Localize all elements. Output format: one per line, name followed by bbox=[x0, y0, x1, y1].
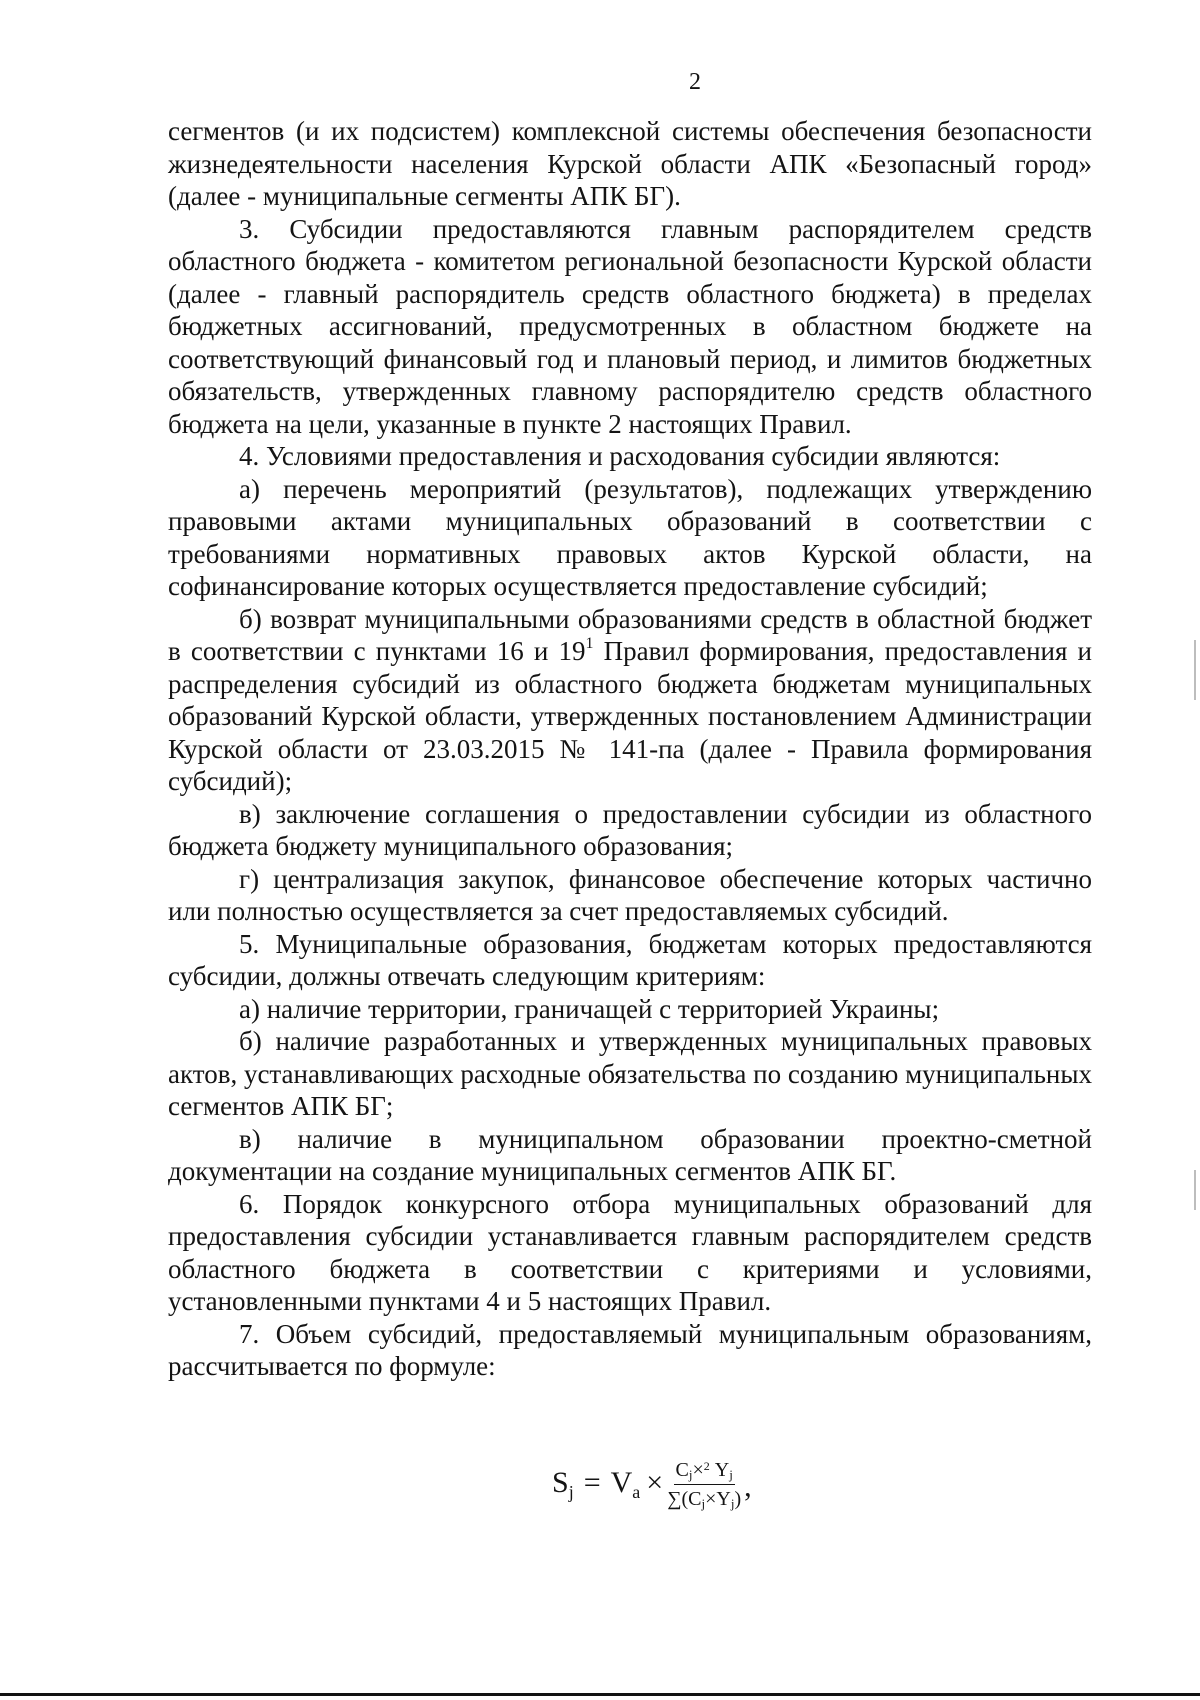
paragraph-item-5a: а) наличие территории, граничащей с территорией Украины; bbox=[239, 993, 940, 1024]
formula-denominator bbox=[667, 1485, 741, 1511]
formula-times: × bbox=[646, 1466, 664, 1499]
superscript-footnote: 1 bbox=[585, 635, 594, 652]
formula-lhs-subscript: j bbox=[568, 1482, 574, 1502]
denominator-c: C bbox=[688, 1487, 702, 1510]
denominator-y-subscript: j bbox=[730, 1495, 735, 1511]
scan-edge-mark bbox=[1194, 1170, 1196, 1210]
paragraph-item-4: 4. Условиями предоставления и расходования субсидии являются: bbox=[239, 441, 1001, 471]
formula-fraction bbox=[667, 1458, 741, 1511]
denominator-op: × bbox=[705, 1487, 717, 1510]
paragraph-item-5: 5. Муниципальные образования, бюджетам которых предоставляются субсидии, должны отвечать следующим критериям: bbox=[168, 928, 1092, 991]
paragraph-item-4b-part2: Правил формирования, предоставления и распределения субсидий из областного бюджета бюджетам муниципальных образований Курской области, утвержденных постановлением Администрации Курской области от 23.03.2015 № 141-па (далее - Правила формирования субсидий); bbox=[168, 636, 1092, 796]
paragraph-segments-continuation: сегментов (и их подсистем) комплексной системы обеспечения безопасности жизнедеятельности населения Курской области АПК «Безопасный город» (далее - муниципальные сегменты АПК БГ). bbox=[168, 116, 1092, 211]
numerator-c-subscript: j bbox=[688, 1466, 693, 1482]
paragraph-item-4g: г) централизация закупок, финансовое обеспечение которых частично или полностью осуществляется за счет предоставляемых субсидий. bbox=[168, 863, 1092, 926]
paragraph-item-4v: в) заключение соглашения о предоставлении субсидии из областного бюджета бюджету муниципального образования; bbox=[168, 798, 1092, 861]
formula-volume-symbol: V bbox=[610, 1466, 633, 1499]
subsidy-formula bbox=[552, 1448, 752, 1518]
formula-numerator bbox=[674, 1458, 735, 1485]
paragraph-item-4a: а) перечень мероприятий (результатов), подлежащих утверждению правовыми актами муниципальных образований в соответствии с требованиями нормативных правовых актов Курской области, на софинансирование которых осуществляется предоставление субсидий; bbox=[168, 473, 1092, 601]
paragraph-item-6: 6. Порядок конкурсного отбора муниципальных образований для предоставления субсидии устанавливается главным распорядителем средств областного бюджета в соответствии с критериями и условиями, установленными пунктами 4 и 5 настоящих Правил. bbox=[168, 1188, 1092, 1316]
denominator-close: ) bbox=[734, 1487, 742, 1510]
formula-equals: = bbox=[583, 1466, 601, 1499]
numerator-y: Y bbox=[714, 1458, 730, 1481]
denominator-c-subscript: j bbox=[701, 1495, 706, 1511]
paragraph-item-7: 7. Объем субсидий, предоставляемый муниципальным образованиям, рассчитывается по формуле: bbox=[168, 1318, 1092, 1381]
document-body bbox=[168, 115, 1092, 1383]
numerator-exponent: 2 bbox=[703, 1458, 710, 1473]
scan-edge-mark bbox=[1194, 640, 1196, 700]
numerator-y-subscript: j bbox=[729, 1466, 733, 1482]
formula-lhs-symbol: S bbox=[552, 1466, 569, 1499]
paragraph-item-5v: в) наличие в муниципальном образовании проектно-сметной документации на создание муниципальных сегментов АПК БГ. bbox=[168, 1123, 1092, 1186]
formula-volume-subscript: a bbox=[632, 1482, 641, 1502]
paragraph-item-5b: б) наличие разработанных и утвержденных муниципальных правовых актов, устанавливающих расходные обязательства по созданию муниципальных сегментов АПК БГ; bbox=[168, 1026, 1092, 1121]
paragraph-item-4b bbox=[168, 603, 1092, 798]
scan-bottom-border bbox=[0, 1693, 1200, 1696]
denominator-y: Y bbox=[716, 1487, 731, 1510]
numerator-c: C bbox=[675, 1458, 689, 1481]
formula-volume bbox=[611, 1466, 641, 1500]
denominator-sum: ∑( bbox=[667, 1487, 689, 1510]
paragraph-item-3: 3. Субсидии предоставляются главным распорядителем средств областного бюджета - комитетом региональной безопасности Курской области (далее - главный распорядитель средств областного бюджета) в пределах бюджетных ассигнований, предусмотренных в областном бюджете на соответствующий финансовый год и плановый период, и лимитов бюджетных обязательств, утвержденных главному распорядителю средств областного бюджета на цели, указанные в пункте 2 настоящих Правил. bbox=[168, 213, 1092, 439]
formula-comma: , bbox=[744, 1470, 752, 1503]
page-number: 2 bbox=[689, 69, 701, 95]
paragraph-item-4b-part1: б) возврат муниципальными образованиями средств в областной бюджет в соответствии с пунктами 16 и 19 bbox=[168, 603, 1092, 666]
numerator-op: × bbox=[692, 1458, 704, 1481]
formula-lhs bbox=[552, 1466, 574, 1500]
